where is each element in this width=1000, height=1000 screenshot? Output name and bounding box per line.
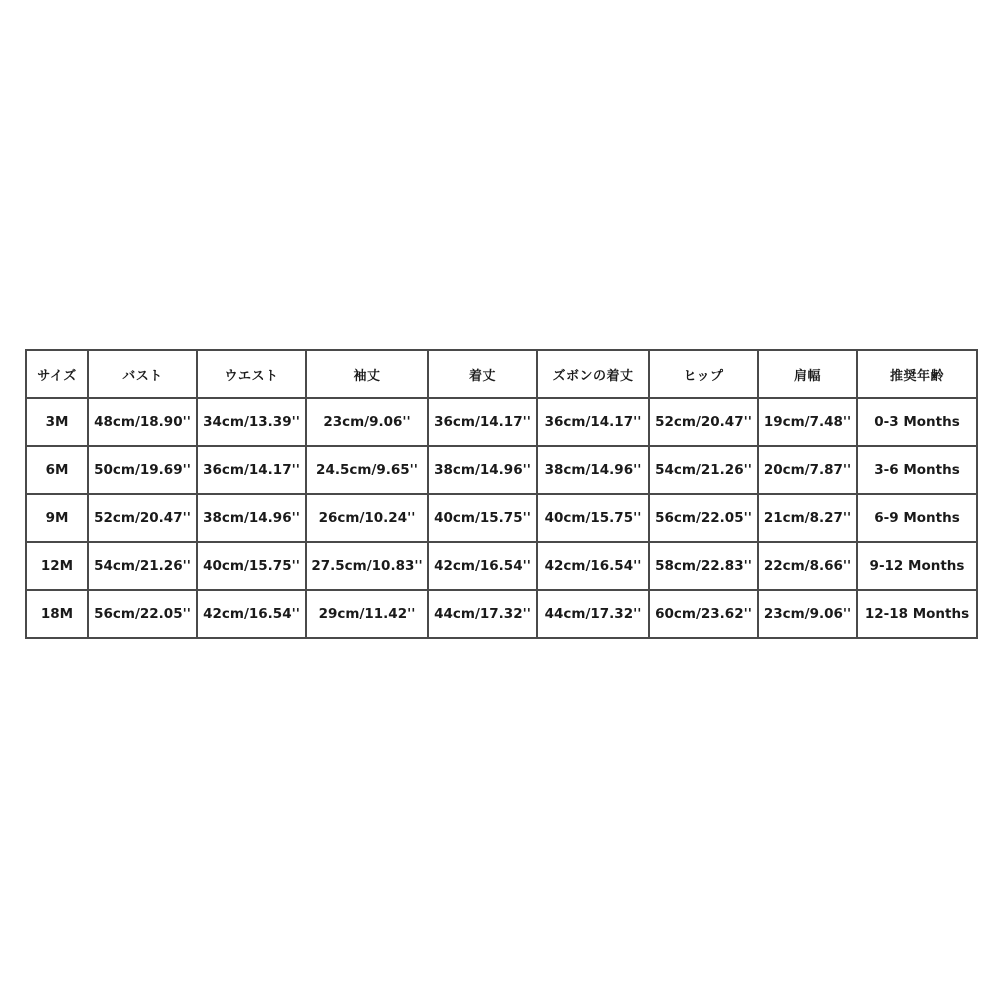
cell-waist: 42cm/16.54'' xyxy=(197,590,306,638)
size-chart-table xyxy=(25,349,978,639)
header-waist: ウエスト xyxy=(197,350,306,398)
cell-hip: 60cm/23.62'' xyxy=(649,590,758,638)
cell-hip: 56cm/22.05'' xyxy=(649,494,758,542)
header-row xyxy=(26,350,977,398)
cell-body-length: 38cm/14.96'' xyxy=(428,446,537,494)
header-body-length: 着丈 xyxy=(428,350,537,398)
cell-pants-length: 40cm/15.75'' xyxy=(537,494,649,542)
cell-waist: 36cm/14.17'' xyxy=(197,446,306,494)
cell-bust: 48cm/18.90'' xyxy=(88,398,197,446)
cell-hip: 58cm/22.83'' xyxy=(649,542,758,590)
cell-body-length: 40cm/15.75'' xyxy=(428,494,537,542)
header-sleeve-length: 袖丈 xyxy=(306,350,428,398)
size-chart-body xyxy=(26,398,977,638)
cell-shoulder-width: 21cm/8.27'' xyxy=(758,494,857,542)
cell-bust: 54cm/21.26'' xyxy=(88,542,197,590)
cell-size: 9M xyxy=(26,494,88,542)
cell-pants-length: 38cm/14.96'' xyxy=(537,446,649,494)
table-row xyxy=(26,398,977,446)
cell-sleeve-length: 29cm/11.42'' xyxy=(306,590,428,638)
cell-recommended-age: 9-12 Months xyxy=(857,542,977,590)
header-bust: バスト xyxy=(88,350,197,398)
header-recommended-age: 推奨年齢 xyxy=(857,350,977,398)
cell-hip: 52cm/20.47'' xyxy=(649,398,758,446)
cell-shoulder-width: 19cm/7.48'' xyxy=(758,398,857,446)
cell-waist: 38cm/14.96'' xyxy=(197,494,306,542)
cell-shoulder-width: 20cm/7.87'' xyxy=(758,446,857,494)
cell-body-length: 42cm/16.54'' xyxy=(428,542,537,590)
cell-pants-length: 36cm/14.17'' xyxy=(537,398,649,446)
cell-size: 6M xyxy=(26,446,88,494)
cell-sleeve-length: 24.5cm/9.65'' xyxy=(306,446,428,494)
cell-size: 12M xyxy=(26,542,88,590)
cell-size: 18M xyxy=(26,590,88,638)
table-row xyxy=(26,494,977,542)
cell-body-length: 44cm/17.32'' xyxy=(428,590,537,638)
cell-bust: 56cm/22.05'' xyxy=(88,590,197,638)
size-chart-header xyxy=(26,350,977,398)
cell-waist: 34cm/13.39'' xyxy=(197,398,306,446)
table-row xyxy=(26,542,977,590)
cell-shoulder-width: 22cm/8.66'' xyxy=(758,542,857,590)
header-shoulder-width: 肩幅 xyxy=(758,350,857,398)
header-hip: ヒップ xyxy=(649,350,758,398)
cell-body-length: 36cm/14.17'' xyxy=(428,398,537,446)
header-pants-length: ズボンの着丈 xyxy=(537,350,649,398)
cell-pants-length: 44cm/17.32'' xyxy=(537,590,649,638)
table-row xyxy=(26,590,977,638)
header-size: サイズ xyxy=(26,350,88,398)
cell-waist: 40cm/15.75'' xyxy=(197,542,306,590)
cell-recommended-age: 12-18 Months xyxy=(857,590,977,638)
cell-shoulder-width: 23cm/9.06'' xyxy=(758,590,857,638)
cell-sleeve-length: 23cm/9.06'' xyxy=(306,398,428,446)
cell-sleeve-length: 27.5cm/10.83'' xyxy=(306,542,428,590)
cell-recommended-age: 0-3 Months xyxy=(857,398,977,446)
cell-size: 3M xyxy=(26,398,88,446)
cell-pants-length: 42cm/16.54'' xyxy=(537,542,649,590)
cell-recommended-age: 3-6 Months xyxy=(857,446,977,494)
cell-recommended-age: 6-9 Months xyxy=(857,494,977,542)
cell-bust: 50cm/19.69'' xyxy=(88,446,197,494)
cell-hip: 54cm/21.26'' xyxy=(649,446,758,494)
table-row xyxy=(26,446,977,494)
cell-sleeve-length: 26cm/10.24'' xyxy=(306,494,428,542)
cell-bust: 52cm/20.47'' xyxy=(88,494,197,542)
